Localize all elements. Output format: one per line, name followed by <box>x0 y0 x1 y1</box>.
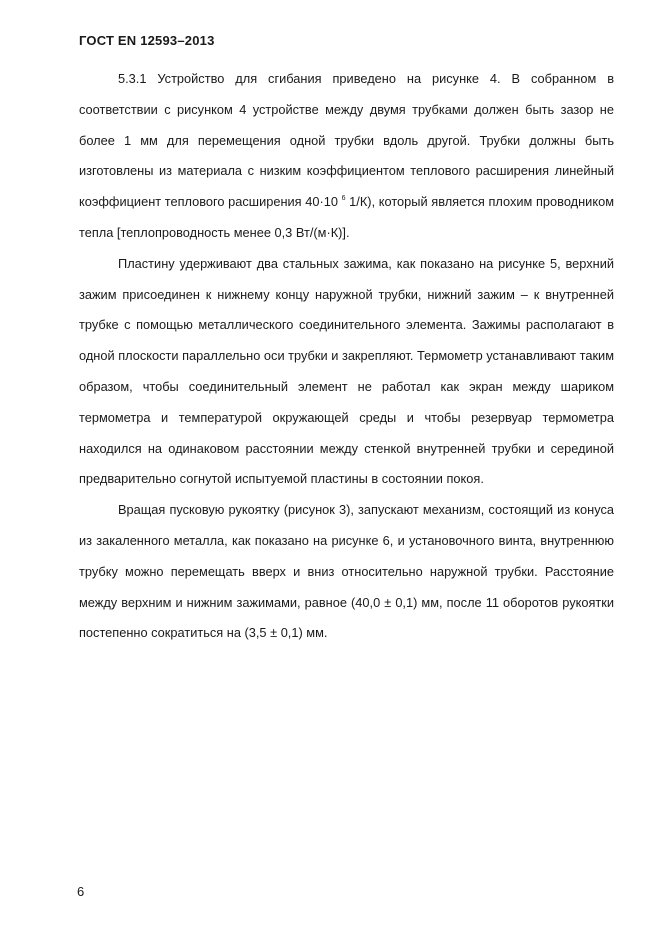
paragraph-clamps: Пластину удерживают два стальных зажима, как показано на рисунке 5, верхний зажим присоединен к нижнему концу наружной трубки, нижний зажим – к внутренней трубке с помощью металлического соединительного элемента. Зажимы располагают в одной плоскости параллельно оси трубки и закрепляют. Термометр устанавливают таким образом, чтобы соединительный элемент не работал как экран между шариком термометра и температурой окружающей среды и чтобы резервуар термометра находился на одинаковом расстоянии между стенкой внутренней трубки и серединой предварительно согнутой испытуемой пластины в состоянии покоя. <box>79 255 614 487</box>
paragraph-text: 5.3.1 Устройство для сгибания приведено на рисунке 4. В собранном в соответствии с рисунком 4 устройстве между двумя трубками должен быть зазор не более 1 мм для перемещения одной трубки вдоль другой. Трубки должны быть изготовлены из материала с низким коэффициентом теплового расширения линейный коэффициент теплового расширения 40·10 <box>79 71 614 210</box>
paragraph-5-3-1 <box>79 64 614 249</box>
paragraph-mechanism: Вращая пусковую рукоятку (рисунок 3), запускают механизм, состоящий из конуса из закаленного металла, как показано на рисунке 6, и установочного винта, внутреннюю трубку можно перемещать вверх и вниз относительно наружной трубки. Расстояние между верхним и нижним зажимами, равное (40,0 ± 0,1) мм, после 11 оборотов рукоятки постепенно сократиться на (3,5 ± 0,1) мм. <box>79 502 614 641</box>
document-body <box>79 64 614 649</box>
exponent: 6 <box>341 195 346 203</box>
document-header: ГОСТ EN 12593–2013 <box>79 33 215 48</box>
page-number: 6 <box>77 884 85 899</box>
paragraph-text: 1/К), который является плохим проводником тепла [теплопроводность менее 0,3 Вт/(м·К)]. <box>79 194 614 240</box>
